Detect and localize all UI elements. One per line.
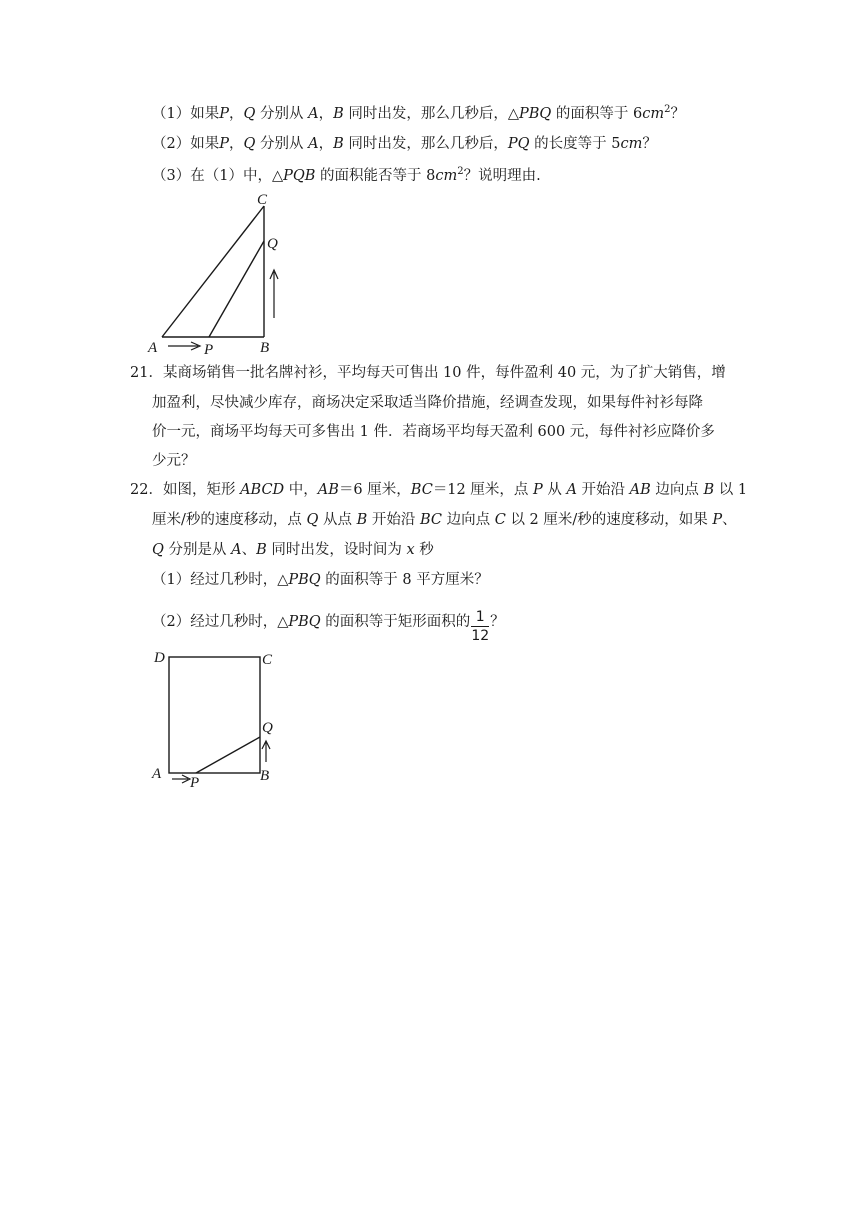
label-b: B — [260, 340, 270, 356]
label-q: Q — [267, 236, 278, 252]
q22-line2: 厘米/秒的速度移动，点 Q 从点 B 开始沿 BC 边向点 C 以 2 厘米/秒的速度移动，如果 P、 — [152, 512, 737, 528]
fraction-one-twelfth: $\frac{1}{12}$ — [471, 609, 490, 644]
q20-sub1: （1）如果P，Q 分别从 A，B 同时出发，那么几秒后，△PBQ 的面积等于 $6cm^2$？ — [152, 104, 686, 122]
label-b: B — [260, 768, 270, 784]
label-a: A — [152, 766, 162, 782]
label-a: A — [148, 340, 158, 356]
q22-line3: Q 分别是从 A、B 同时出发，设时间为 x 秒 — [152, 542, 434, 558]
q22-sub1: （1）经过几秒时，△PBQ 的面积等于 8 平方厘米？ — [152, 572, 489, 588]
label-c: C — [257, 192, 268, 208]
q20-sub2: （2）如果P，Q 分别从 A，B 同时出发，那么几秒后，PQ 的长度等于 5cm？ — [152, 136, 657, 152]
q22-line1: 22．如图，矩形 ABCD 中，AB＝6 厘米，BC＝12 厘米，点 P 从 A 开始沿 AB 边向点 B 以 1 — [130, 482, 748, 498]
q22-sub2: （2）经过几秒时，△PBQ 的面积等于矩形面积的 $\frac{1}{12}$ ？ — [152, 609, 505, 644]
q20-sub3: （3）在（1）中，△PQB 的面积能否等于 $8cm^2$？说明理由. — [152, 166, 541, 184]
label-p: P — [204, 342, 214, 358]
q21-line3: 价一元，商场平均每天可多售出 1 件．若商场平均每天盈利 600 元，每件衬衫应降价多 — [152, 424, 715, 440]
segment-pq — [196, 737, 260, 773]
label-p: P — [190, 775, 200, 791]
segment-pq — [209, 241, 264, 337]
q22-rectangle-figure — [140, 644, 290, 794]
label-q: Q — [262, 720, 273, 736]
q21-line4: 少元？ — [152, 453, 196, 469]
label-c: C — [262, 652, 273, 668]
q21-line1: 21．某商场销售一批名牌衬衫，平均每天可售出 10 件，每件盈利 40 元，为了扩大销售，增 — [130, 365, 726, 381]
q20-triangle-figure — [140, 190, 300, 360]
rectangle-abcd — [169, 657, 260, 773]
segment-ac — [162, 206, 264, 337]
q21-line2: 加盈利，尽快减少库存，商场决定采取适当降价措施，经调查发现，如果每件衬衫每降 — [152, 395, 703, 411]
label-d: D — [154, 650, 165, 666]
